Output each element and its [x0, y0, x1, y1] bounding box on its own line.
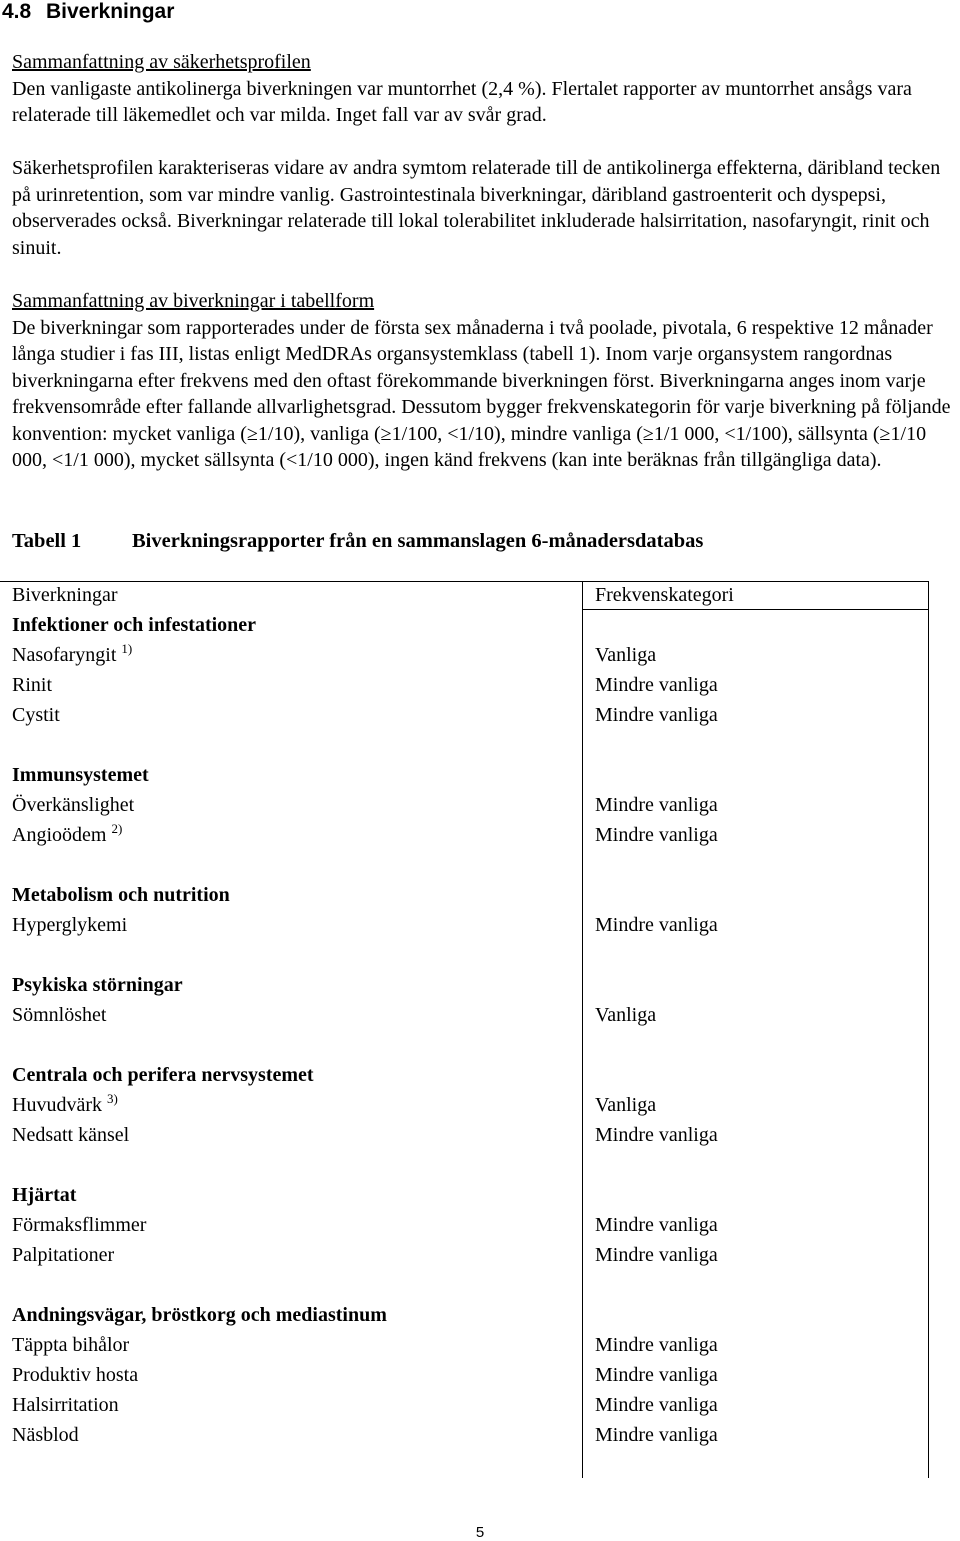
reaction-term-text: Cystit [12, 704, 60, 726]
frequency-category: Mindre vanliga [595, 1394, 718, 1416]
safety-profile-paragraph-1: Den vanligaste antikolinerga biverkningen var muntorrhet (2,4 %). Flertalet rapporter av muntorrhet ansågs vara relaterade till läkemedlet och var milda. Inget fall var av svår grad. [12, 77, 912, 126]
safety-profile-heading: Sammanfattning av säkerhetsprofilen [12, 51, 311, 73]
column-header-reactions: Biverkningar [12, 584, 118, 606]
reaction-term [12, 1390, 119, 1420]
frequency-category: Mindre vanliga [595, 674, 718, 696]
group-heading: Centrala och perifera nervsystemet [12, 1064, 314, 1086]
safety-profile-paragraph-2-block [12, 155, 957, 261]
frequency-category: Mindre vanliga [595, 1214, 718, 1236]
reaction-term [12, 910, 127, 940]
reaction-term-text: Produktiv hosta [12, 1364, 139, 1386]
adverse-reactions-table [0, 581, 929, 1478]
frequency-category: Mindre vanliga [595, 1124, 718, 1146]
reaction-term [12, 1360, 138, 1390]
reaction-term-text: Rinit [12, 674, 53, 696]
frequency-category: Mindre vanliga [595, 1424, 718, 1446]
reaction-term-text: Näsblod [12, 1424, 79, 1446]
frequency-category: Mindre vanliga [595, 824, 718, 846]
reaction-term [12, 1000, 106, 1030]
frequency-category: Mindre vanliga [595, 1244, 718, 1266]
page-number: 5 [475, 1524, 485, 1541]
reaction-term [12, 820, 122, 850]
frequency-category: Mindre vanliga [595, 704, 718, 726]
table-column-divider [582, 581, 583, 1478]
reaction-term [12, 790, 134, 820]
group-heading: Metabolism och nutrition [12, 884, 230, 906]
group-heading: Psykiska störningar [12, 974, 183, 996]
frequency-category: Vanliga [595, 1004, 657, 1026]
reaction-term [12, 1090, 118, 1120]
reaction-term-text: Palpitationer [12, 1244, 115, 1266]
footnote-marker: 1) [121, 641, 133, 656]
reaction-term-text: Hyperglykemi [12, 914, 128, 936]
reaction-term-text: Förmaksflimmer [12, 1214, 147, 1236]
section-title: Biverkningar [46, 0, 175, 23]
table-caption [12, 528, 703, 554]
reaction-term [12, 1240, 114, 1270]
column-header-frequency: Frekvenskategori [595, 584, 734, 606]
group-heading: Infektioner och infestationer [12, 614, 257, 636]
reaction-term [12, 670, 52, 700]
group-heading: Hjärtat [12, 1184, 77, 1206]
reaction-term-text: Täppta bihålor [12, 1334, 130, 1356]
reaction-term-text: Halsirritation [12, 1394, 119, 1416]
frequency-category: Mindre vanliga [595, 914, 718, 936]
reaction-term-text: Nasofaryngit [12, 644, 117, 666]
reaction-term [12, 1210, 146, 1240]
frequency-category: Mindre vanliga [595, 794, 718, 816]
frequency-category: Mindre vanliga [595, 1334, 718, 1356]
reaction-term [12, 640, 132, 670]
tabular-summary-paragraph: De biverkningar som rapporterades under de första sex månaderna i två poolade, pivotala, 6 respektive 12 månader långa studier i fas III, listas enligt MedDRAs organsystemklass (tabell 1). Inom varje organsystem rangordnas biverkningarna efter frekvens med den oftast förekommande biverkningen först. Biverkningarna anges inom varje frekvensområde efter fallande allvarlighetsgrad. Dessutom bygger frekvenskategorin för varje biverkning på följande konvention: mycket vanliga (≥1/10), vanliga (≥1/100, <1/10), mindre vanliga (≥1/1 000, <1/100), sällsynta (≥1/10 000, <1/1 000), mycket sällsynta (<1/10 000), ingen känd frekvens (kan inte beräknas från tillgängliga data). [12, 316, 951, 471]
table-title: Biverkningsrapporter från en sammanslagen 6-månadersdatabas [132, 530, 704, 552]
footnote-marker: 3) [106, 1091, 118, 1106]
reaction-term-text: Nedsatt känsel [12, 1124, 130, 1146]
section-number: 4.8 [2, 0, 32, 23]
frequency-category: Mindre vanliga [595, 1364, 718, 1386]
frequency-category: Vanliga [595, 644, 657, 666]
reaction-term [12, 1420, 79, 1450]
tabular-summary-section [12, 288, 957, 474]
safety-profile-section [12, 49, 957, 129]
frequency-category: Vanliga [595, 1094, 657, 1116]
tabular-summary-heading: Sammanfattning av biverkningar i tabellform [12, 290, 375, 312]
reaction-term-text: Överkänslighet [12, 794, 135, 816]
safety-profile-paragraph-2: Säkerhetsprofilen karakteriseras vidare av andra symtom relaterade till de antikolinerga effekterna, däribland tecken på urinretention, som var mindre vanlig. Gastrointestinala biverkningar, däribland gastroenterit och dyspepsi, observerades också. Biverkningar relaterade till lokal tolerabilitet inkluderade halsirritation, nasofaryngit, rinit och sinuit. [12, 157, 941, 259]
footnote-marker: 2) [111, 821, 123, 836]
reaction-term [12, 1330, 129, 1360]
group-heading: Immunsystemet [12, 764, 149, 786]
table-label: Tabell 1 [12, 530, 82, 552]
reaction-term [12, 1120, 129, 1150]
reaction-term-text: Angioödem [12, 824, 107, 846]
group-heading: Andningsvägar, bröstkorg och mediastinum [12, 1304, 387, 1326]
reaction-term-text: Huvudvärk [12, 1094, 102, 1116]
section-heading [0, 0, 174, 24]
reaction-term-text: Sömnlöshet [12, 1004, 107, 1026]
reaction-term [12, 700, 60, 730]
